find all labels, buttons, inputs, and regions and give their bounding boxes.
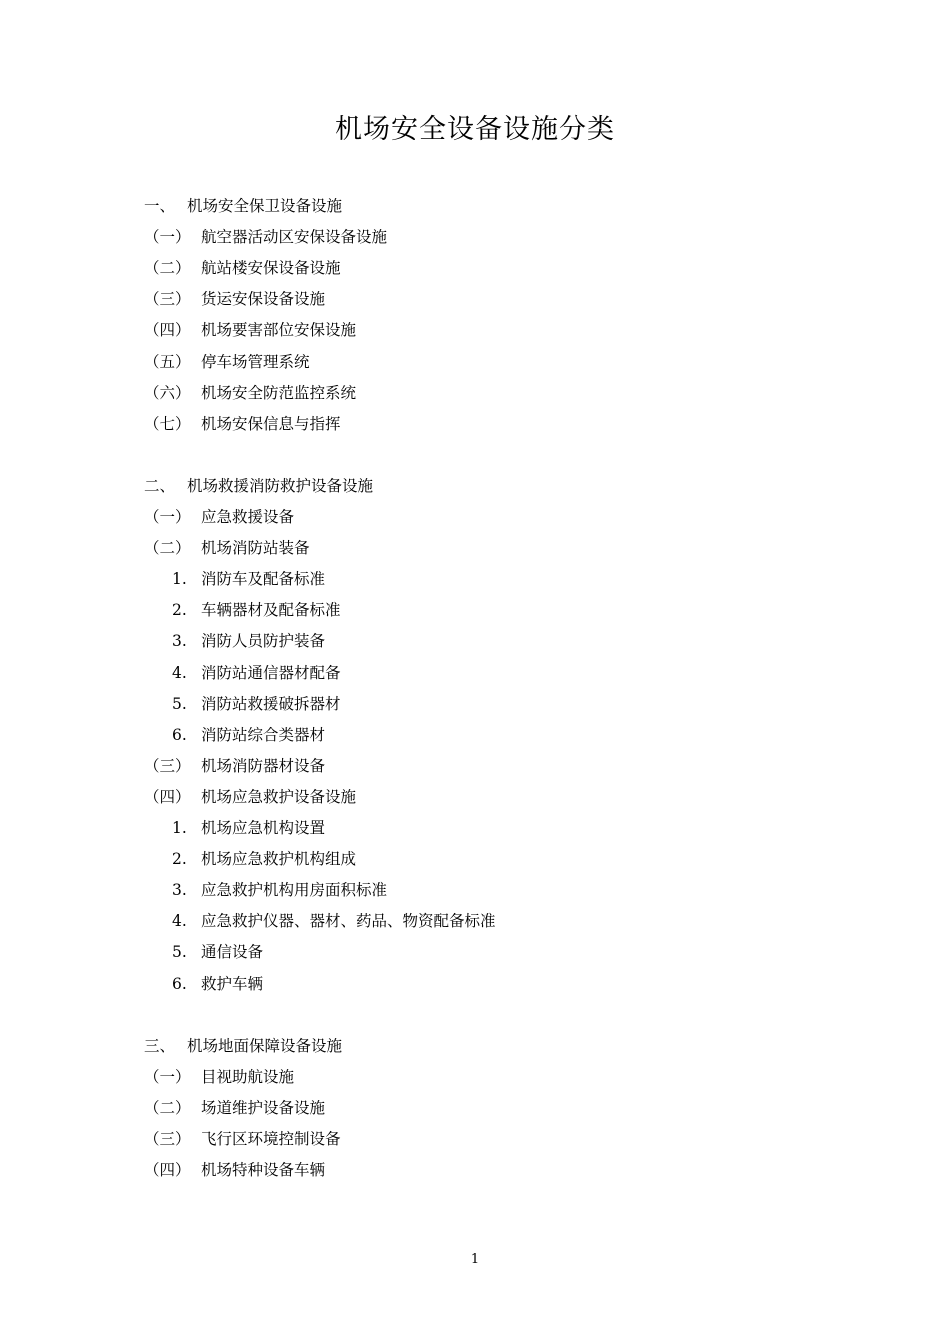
sub-item-text: 机场应急救护机构组成 (201, 850, 357, 869)
subsection-item-marker: （四） (144, 787, 191, 806)
sub-item-text: 应急救护机构用房面积标准 (201, 881, 388, 900)
sub-item-text: 消防人员防护装备 (201, 632, 326, 651)
subsection-item (0, 505, 950, 529)
subsection-item-text: 机场安全防范监控系统 (201, 383, 357, 402)
section-heading-text: 机场安全保卫设备设施 (187, 197, 343, 215)
sub-item-text: 应急救护仪器、器材、药品、物资配备标准 (201, 912, 496, 931)
subsection-item-text: 停车场管理系统 (201, 352, 310, 371)
subsection-item-text: 目视助航设施 (201, 1067, 295, 1086)
subsection-item-text: 机场消防器材设备 (201, 756, 326, 775)
subsection-item-text: 机场特种设备车辆 (201, 1161, 326, 1180)
sub-item-marker: 3. (172, 881, 187, 900)
sub-item-marker: 5. (172, 943, 187, 962)
section-heading-marker: 一、 (144, 197, 176, 215)
sub-item (0, 816, 950, 840)
subsection-item (0, 412, 950, 436)
subsection-item (0, 785, 950, 809)
subsection-item (0, 1096, 950, 1120)
subsection-item-marker: （三） (144, 756, 191, 775)
sub-item-marker: 3. (172, 632, 187, 651)
section-heading-marker: 三、 (144, 1036, 176, 1055)
subsection-item-text: 机场应急救护设备设施 (201, 787, 357, 806)
subsection-item-text: 飞行区环境控制设备 (201, 1130, 341, 1148)
section-heading (0, 474, 950, 498)
sub-item-text: 消防站综合类器材 (201, 725, 326, 744)
subsection-item-marker: （五） (144, 352, 191, 371)
sub-item (0, 661, 950, 685)
sub-item (0, 909, 950, 933)
subsection-item-marker: （二） (144, 539, 191, 558)
subsection-item (0, 225, 950, 249)
section-heading-marker: 二、 (144, 476, 176, 495)
sub-item-text: 车辆器材及配备标准 (201, 601, 341, 620)
sub-item-text: 消防站通信器材配备 (201, 663, 341, 682)
sub-item-text: 机场应急机构设置 (201, 819, 326, 837)
section-heading-text: 机场救援消防救护设备设施 (187, 476, 374, 495)
sub-item-marker: 2. (172, 850, 187, 869)
sub-item-marker: 4. (172, 663, 187, 682)
sub-item (0, 629, 950, 653)
page-number: 1 (470, 1252, 480, 1267)
subsection-item (0, 1158, 950, 1182)
subsection-item-marker: （六） (144, 383, 191, 402)
subsection-item-marker: （一） (144, 228, 191, 247)
subsection-item-marker: （四） (144, 1161, 191, 1180)
subsection-item-text: 航站楼安保设备设施 (201, 259, 341, 278)
subsection-item-text: 机场要害部位安保设施 (201, 321, 357, 340)
section-heading (0, 194, 950, 218)
subsection-item (0, 1065, 950, 1089)
subsection-item (0, 536, 950, 560)
sub-item (0, 567, 950, 591)
sub-item (0, 878, 950, 902)
subsection-item-text: 场道维护设备设施 (201, 1098, 326, 1117)
sub-item (0, 847, 950, 871)
subsection-item (0, 754, 950, 778)
subsection-item (0, 287, 950, 311)
subsection-item-marker: （三） (144, 1130, 191, 1148)
document-title: 机场安全设备设施分类 (335, 114, 615, 145)
subsection-item (0, 350, 950, 374)
sub-item-marker: 6. (172, 974, 187, 993)
sub-item (0, 598, 950, 622)
subsection-item (0, 256, 950, 280)
sub-item-text: 消防车及配备标准 (201, 570, 326, 589)
sub-item-marker: 1. (172, 819, 187, 837)
subsection-item-text: 应急救援设备 (201, 508, 295, 526)
sub-item-marker: 5. (172, 694, 187, 713)
subsection-item (0, 381, 950, 405)
subsection-item-text: 机场安保信息与指挥 (201, 414, 341, 433)
subsection-item (0, 1127, 950, 1151)
sub-item-text: 通信设备 (201, 943, 264, 962)
sub-item (0, 692, 950, 716)
subsection-item-text: 机场消防站装备 (201, 539, 310, 558)
subsection-item-text: 货运安保设备设施 (201, 290, 326, 309)
subsection-item-marker: （二） (144, 259, 191, 278)
subsection-item-marker: （一） (144, 508, 191, 526)
sub-item-marker: 6. (172, 725, 187, 744)
sub-item (0, 972, 950, 996)
section-heading (0, 1034, 950, 1058)
sub-item-marker: 4. (172, 912, 187, 931)
subsection-item-marker: （二） (144, 1098, 191, 1117)
sub-item-marker: 1. (172, 570, 187, 589)
sub-item (0, 723, 950, 747)
subsection-item-marker: （一） (144, 1067, 191, 1086)
subsection-item-text: 航空器活动区安保设备设施 (201, 228, 388, 247)
subsection-item (0, 318, 950, 342)
subsection-item-marker: （三） (144, 290, 191, 309)
sub-item-text: 救护车辆 (201, 974, 264, 993)
subsection-item-marker: （七） (144, 414, 191, 433)
sub-item (0, 940, 950, 964)
subsection-item-marker: （四） (144, 321, 191, 340)
section-heading-text: 机场地面保障设备设施 (187, 1036, 343, 1055)
sub-item-marker: 2. (172, 601, 187, 620)
sub-item-text: 消防站救援破拆器材 (201, 694, 341, 713)
